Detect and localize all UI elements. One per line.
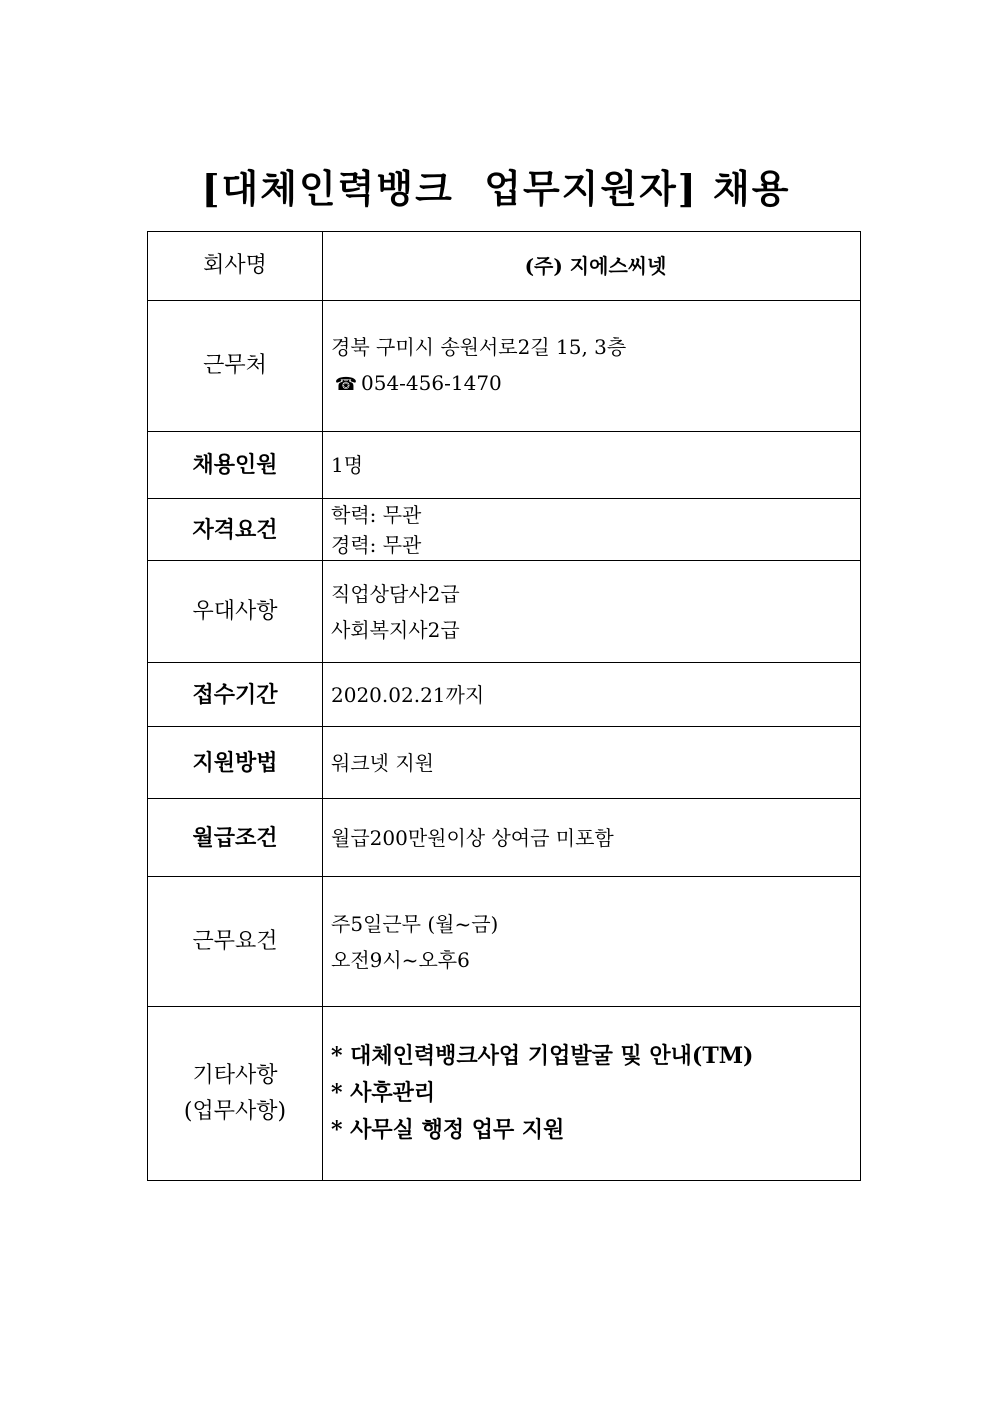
headcount-value: 1명 — [323, 432, 861, 499]
conditions-hours: 오전9시~오후6 — [331, 947, 470, 972]
table-row-etc — [148, 1007, 861, 1181]
table-row-workplace — [148, 301, 861, 432]
qualification-value — [323, 499, 861, 561]
table-row-headcount — [148, 432, 861, 499]
etc-item: * 사후관리 — [331, 1080, 436, 1106]
period-value: 2020.02.21까지 — [323, 663, 861, 727]
conditions-label: 근무요건 — [148, 877, 323, 1007]
method-value: 워크넷 지원 — [323, 727, 861, 799]
conditions-value — [323, 877, 861, 1007]
workplace-phone-line — [331, 365, 860, 403]
period-label: 접수기간 — [148, 663, 323, 727]
salary-value: 월급200만원이상 상여금 미포함 — [323, 799, 861, 877]
workplace-label: 근무처 — [148, 301, 323, 432]
qualification-experience: 경력: 무관 — [331, 532, 422, 557]
etc-label — [148, 1007, 323, 1181]
telephone-icon: ☎ — [334, 374, 358, 395]
preference-label: 우대사항 — [148, 561, 323, 663]
table-row-company — [148, 232, 861, 301]
etc-item: * 대체인력뱅크사업 기업발굴 및 안내(TM) — [331, 1043, 754, 1069]
workplace-address: 경북 구미시 송원서로2길 15, 3층 — [331, 335, 627, 359]
conditions-days: 주5일근무 (월~금) — [331, 911, 499, 936]
preference-item: 사회복지사2급 — [331, 617, 460, 642]
qualification-label: 자격요건 — [148, 499, 323, 561]
page-title: [대체인력뱅크 업무지원자] 채용 — [201, 166, 791, 211]
headcount-label: 채용인원 — [148, 432, 323, 499]
table-row-salary — [148, 799, 861, 877]
table-row-method — [148, 727, 861, 799]
etc-label-line1: 기타사항 — [192, 1062, 278, 1088]
company-name: (주) 지에스씨넷 — [323, 232, 861, 301]
preference-value — [323, 561, 861, 663]
etc-value — [323, 1007, 861, 1181]
workplace-phone: 054-456-1470 — [361, 371, 502, 395]
company-label: 회사명 — [148, 232, 323, 301]
workplace-value — [323, 301, 861, 432]
salary-label: 월급조건 — [148, 799, 323, 877]
method-label: 지원방법 — [148, 727, 323, 799]
etc-label-line2: (업무사항) — [183, 1098, 287, 1124]
table-row-period — [148, 663, 861, 727]
table-row-qualification — [148, 499, 861, 561]
job-posting-table — [147, 231, 861, 1181]
etc-item: * 사무실 행정 업무 지원 — [331, 1117, 565, 1143]
preference-item: 직업상담사2급 — [331, 581, 460, 606]
qualification-education: 학력: 무관 — [331, 502, 422, 527]
table-row-conditions — [148, 877, 861, 1007]
table-row-preference — [148, 561, 861, 663]
